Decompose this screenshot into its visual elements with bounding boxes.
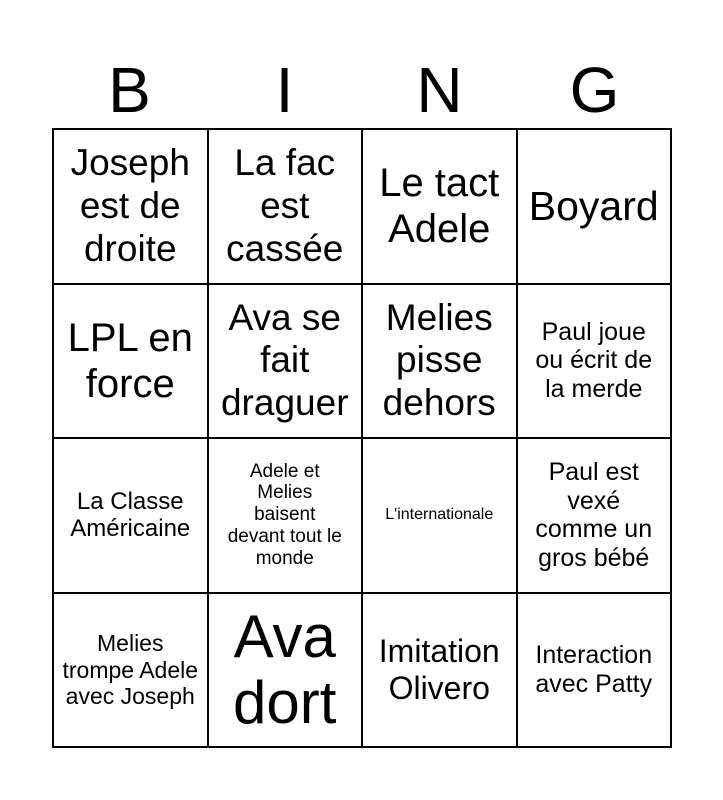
bingo-cell[interactable] [363,130,518,285]
cell-text: Boyard [528,182,659,229]
bingo-cell[interactable] [54,285,209,440]
bingo-cell[interactable] [363,439,518,594]
bingo-cell[interactable] [54,439,209,594]
cell-text: Interaction avec Patty [535,641,653,698]
bingo-cell[interactable] [54,130,209,285]
cell-text: Paul joue ou écrit de la merde [535,317,653,404]
cell-text: La Classe Américaine [70,487,191,543]
cell-text: Le tact Adele [379,161,500,252]
bingo-cell[interactable] [209,130,364,285]
bingo-cell[interactable] [209,439,364,594]
bingo-cell[interactable] [209,594,364,749]
bingo-cell[interactable] [363,594,518,749]
bingo-cell[interactable] [518,594,673,749]
cell-text: L'internationale [385,506,494,524]
bingo-cell[interactable] [518,130,673,285]
bingo-grid [52,128,672,748]
cell-text: Melies pisse dehors [382,296,496,424]
header-letter-n: N [416,54,463,126]
bingo-header [52,55,672,125]
cell-text: Adele et Melies baisent devant tout le monde [227,460,342,570]
bingo-cell[interactable] [518,285,673,440]
cell-text: Paul est vexé comme un gros bébé [535,457,653,572]
cell-text: Ava dort [233,602,337,736]
cell-text: LPL en force [67,315,193,406]
bingo-cell[interactable] [209,285,364,440]
header-letter-i: I [275,54,294,126]
header-letter-b: B [108,54,151,126]
bingo-cell[interactable] [518,439,673,594]
bingo-cell[interactable] [363,285,518,440]
cell-text: La fac est cassée [226,142,344,269]
cell-text: Melies trompe Adele avec Joseph [62,630,199,709]
cell-text: Imitation Olivero [378,632,500,706]
cell-text: Ava se fait draguer [220,296,349,424]
header-letter-g: G [569,54,620,126]
bingo-cell[interactable] [54,594,209,749]
cell-text: Joseph est de droite [70,142,190,269]
